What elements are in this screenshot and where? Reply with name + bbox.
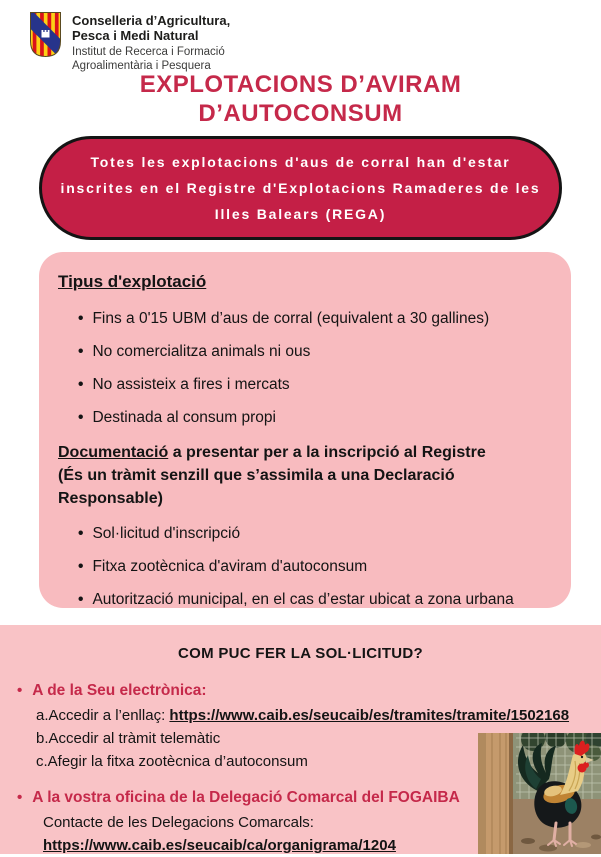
org-sub-line2: Agroalimentària i Pesquera [72, 59, 211, 72]
government-logo [29, 11, 230, 73]
list-item: • Sol·licitud d'inscripció [78, 524, 555, 544]
org-sub-line1: Institut de Recerca i Formació [72, 46, 225, 58]
rooster-photo [478, 733, 601, 854]
balearic-coat-of-arms-icon [29, 11, 62, 58]
docs-subtitle: (És un tràmit senzill que s’assimila a una Declaració Responsable) [58, 467, 455, 507]
list-item: • Fins a 0'15 UBM d’aus de corral (equivalent a 30 gallines) [78, 309, 555, 329]
rega-registration-banner [39, 136, 562, 240]
step-a-prefix: a. [36, 707, 49, 724]
list-item: • Autorització municipal, en el cas d’estar ubicat a zona urbana [78, 590, 555, 610]
step-c-text: Afegir la fitxa zootècnica d’autoconsum [47, 753, 308, 770]
list-item: • Destinada al consum propi [78, 408, 555, 428]
info-box [39, 252, 571, 608]
types-section-title: Tipus d'explotació [58, 272, 207, 291]
option2-label: • A la vostra oficina de la Delegació Comarcal del FOGAIBA [17, 788, 601, 808]
page-title [0, 70, 601, 128]
government-org-text [72, 11, 230, 73]
types-bullet-list [78, 309, 555, 428]
tramite-link[interactable]: https://www.caib.es/seucaib/es/tramites/tramite/1502168 [169, 707, 570, 724]
step-a-text: Accedir a l’enllaç: [48, 707, 170, 724]
page-title-line1: EXPLOTACIONS D’AVIRAM [139, 71, 462, 98]
step-b-text: Accedir al tràmit telemàtic [48, 730, 221, 747]
banner-text: Totes les explotacions d'aus de corral han d'estar inscrites en el Registre d'Explotacions Ramaderes de les Illes Balears (REGA) [60, 154, 541, 222]
docs-title-rest: a presentar per a la inscripció al Registre [168, 444, 486, 461]
step-b-prefix: b. [36, 730, 49, 747]
docs-title-underlined: Documentació [58, 444, 169, 461]
list-item: • No comercialitza animals ni ous [78, 342, 555, 362]
list-item: • No assisteix a fires i mercats [78, 375, 555, 395]
page-title-line2: D’AUTOCONSUM [198, 100, 403, 127]
org-name-line1: Conselleria d’Agricultura, [72, 13, 231, 28]
step-c-prefix: c. [36, 753, 48, 770]
step-a [36, 704, 601, 727]
how-to-apply-title: COM PUC FER LA SOL·LICITUD? [177, 645, 424, 662]
contact-text: Contacte de les Delegacions Comarcals: [43, 814, 314, 831]
list-item: • Fitxa zootècnica d'aviram d'autoconsum [78, 557, 555, 577]
org-name-line2: Pesca i Medi Natural [72, 28, 199, 43]
docs-section-title [58, 441, 555, 510]
option1-label: • A de la Seu electrònica: [17, 681, 601, 701]
organigrama-link[interactable]: https://www.caib.es/seucaib/ca/organigrama/1204 [43, 837, 396, 854]
docs-bullet-list [78, 524, 555, 610]
